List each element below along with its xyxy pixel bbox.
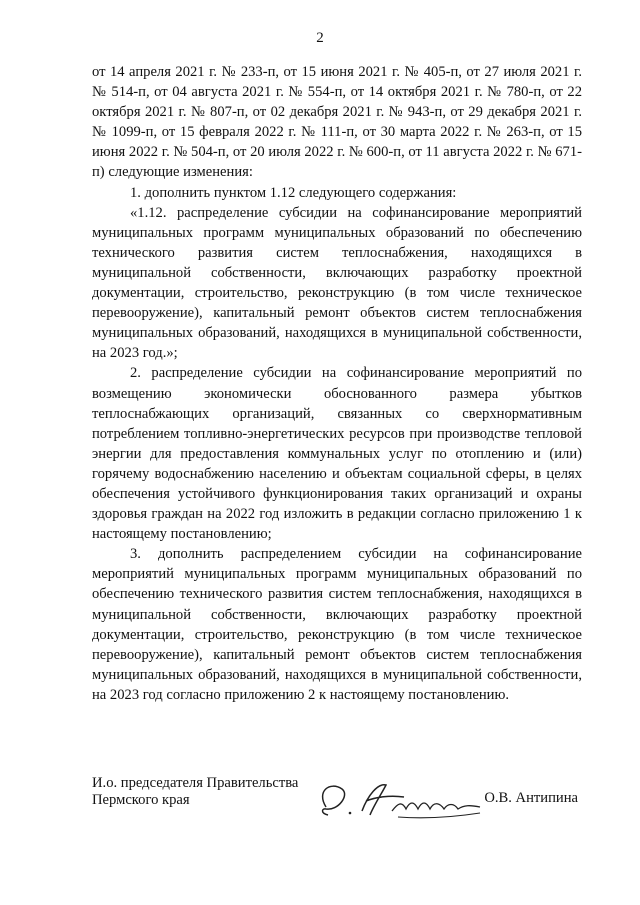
page-number: 2 xyxy=(316,30,324,46)
signature-block xyxy=(92,775,582,835)
paragraph-item-1: 1. дополнить пунктом 1.12 следующего содержания: xyxy=(130,184,457,201)
paragraph-item-3: 3. дополнить распределением субсидии на софинансирование мероприятий муниципальных программ муниципальных образований по обеспечению технического развития систем теплоснабжения, находящихся в муниципальной собственности, включающих разработку проектной документации, строительство, реконструкцию (в том числе техническое перевооружение), капитальный ремонт объектов систем теплоснабжения муниципальных образований, находящихся в муниципальной собственности, на 2023 год согласно приложению 2 к настоящему постановлению. xyxy=(92,546,582,703)
signatory-name: О.В. Антипина xyxy=(484,790,578,806)
signatory-title xyxy=(92,775,298,809)
signatory-title-line-2: Пермского края xyxy=(92,792,190,808)
handwritten-signature xyxy=(314,777,484,821)
signatory-title-line-1: И.о. председателя Правительства xyxy=(92,775,299,791)
paragraph-item-1-12: «1.12. распределение субсидии на софинансирование мероприятий муниципальных программ муниципальных образований по обеспечению технического развития систем теплоснабжения, находящихся в муниципальной собственности, включающих разработку проектной документации, строительство, реконструкцию (в том числе техническое перевооружение), капитальный ремонт объектов систем теплоснабжения муниципальных образований, находящихся в муниципальной собственности, на 2023 год.»; xyxy=(92,204,582,362)
document-body xyxy=(92,62,582,705)
paragraph-continuation: от 14 апреля 2021 г. № 233-п, от 15 июня 2021 г. № 405-п, от 27 июля 2021 г. № 514-п, от 04 августа 2021 г. № 554-п, от 14 октября 2021 г. № 780-п, от 22 октября 2021 г. № 807-п, от 02 декабря 2021 г. № 943-п, от 29 декабря 2021 г. № 1099-п, от 15 февраля 2022 г. № 111-п, от 30 марта 2022 г. № 263-п, от 15 июня 2022 г. № 504-п, от 20 июля 2022 г. № 600-п, от 11 августа 2022 г. № 671-п) следующие изменения: xyxy=(92,64,582,181)
paragraph-item-2: 2. распределение субсидии на софинансирование мероприятий по возмещению экономически обоснованного размера убытков теплоснабжающих организаций, связанных со сверхнормативным потреблением топливно-энергетических ресурсов при производстве тепловой энергии для предоставления коммунальных услуг по отоплению и (или) горячему водоснабжению населению и объектам социальной сферы, в целях обеспечения устойчивого функционирования таких организаций и охраны здоровья граждан на 2022 год изложить в редакции согласно приложению 1 к настоящему постановлению; xyxy=(92,365,582,543)
